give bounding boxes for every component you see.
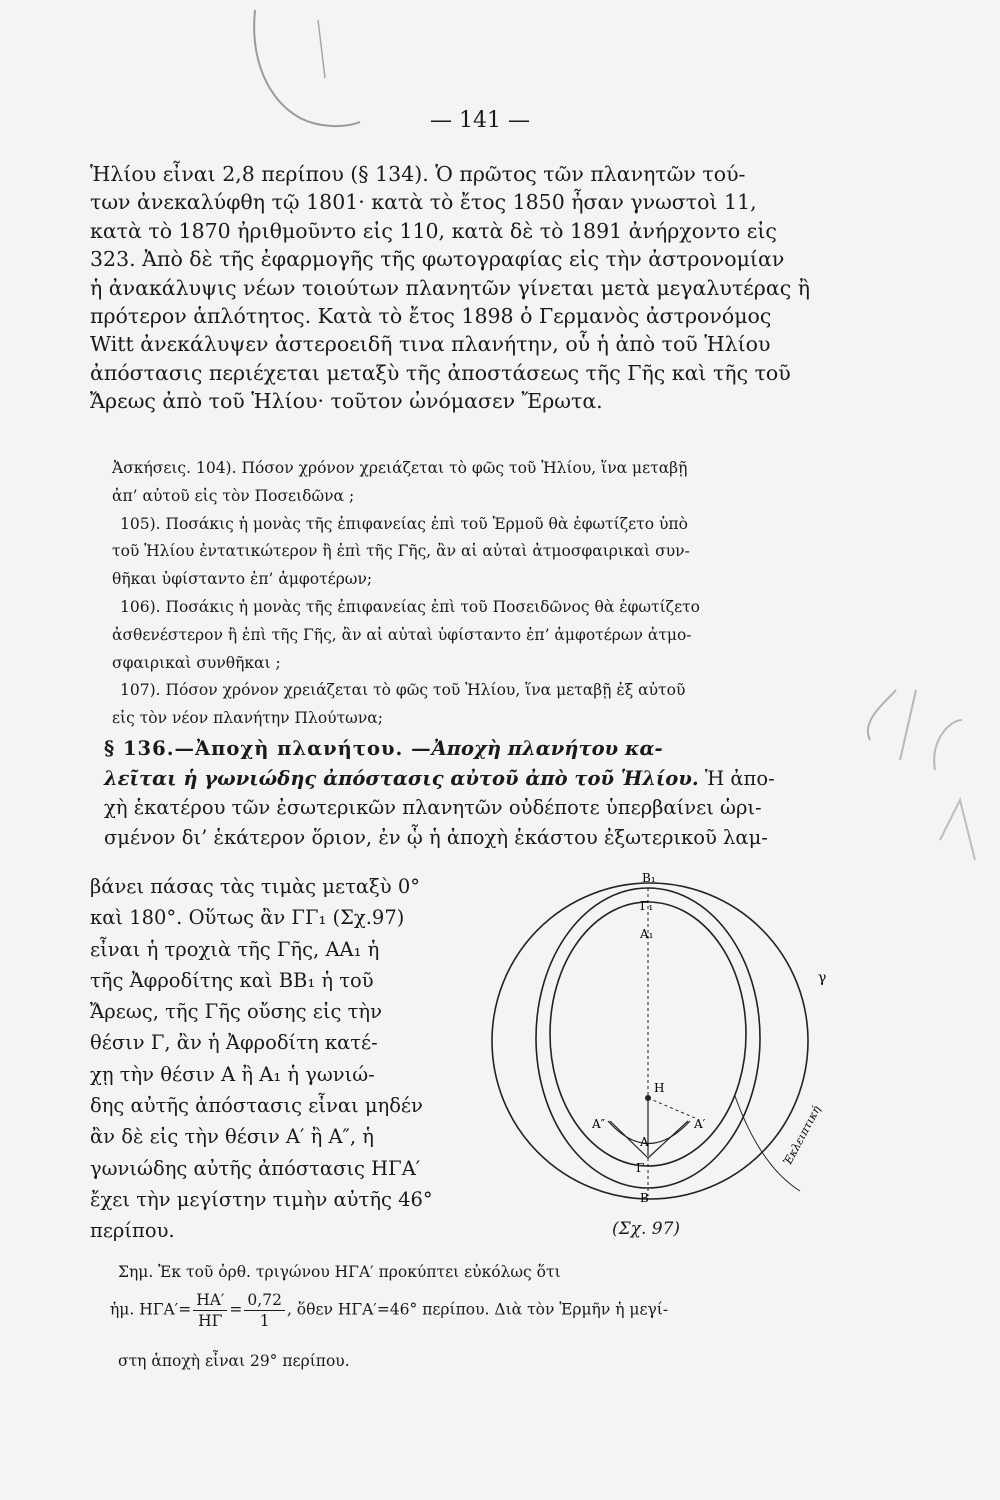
fraction-1-numerator: ΗΑ′ [193,1290,227,1311]
column-line: ἂν δὲ εἰς τὴν θέσιν Α′ ἢ Α″, ἡ [90,1125,374,1149]
column-line: δης αὐτῆς ἀπόστασις εἶναι μηδέν [90,1094,423,1118]
section-number: § 136. [104,737,175,760]
tangent-right [648,1121,688,1158]
text-line: κατὰ τὸ 1870 ἠριθμοῦντο εἰς 110, κατὰ δὲ τὸ 1891 ἀνήρχοντο εἰς [90,218,777,243]
section-title: —Ἀποχὴ πλανήτου. — [174,737,432,760]
text-line: των ἀνεκαλύφθη τῷ 1801· κατὰ τὸ ἔτος 1850 ἦσαν γνωστοὶ 11, [90,190,757,215]
note-line-3: στη ἀποχὴ εἶναι 29° περίπου. [118,1352,350,1370]
section-136 [104,734,858,852]
exercise-line: τοῦ Ἡλίου ἐντατικώτερον ἢ ἐπὶ τῆς Γῆς, ἂν αἱ αὐταὶ ἀτμοσφαιρικαὶ συν- [112,542,690,561]
formula-suffix: , ὅθεν ΗΓΑ′=46° περίπου. Διὰ τὸν Ἑρμῆν ἡ μεγί- [286,1300,669,1319]
column-line: βάνει πάσας τὰς τιμὰς μεταξὺ 0° [90,875,420,898]
formula-equals: = [229,1300,243,1319]
text-line: ἀπόστασις περιέχεται μεταξὺ τῆς ἀποστάσεως τῆς Γῆς καὶ τῆς τοῦ [90,360,791,385]
text-line: 323. Ἀπὸ δὲ τῆς ἐφαρμογῆς τῆς φωτογραφίας εἰς τὴν ἀστρονομίαν [90,247,785,272]
column-line: εἶναι ἡ τροχιὰ τῆς Γῆς, ΑΑ₁ ἡ [90,937,380,961]
exercise-line: ἀσθενέστερον ἢ ἐπὶ τῆς Γῆς, ἂν αἱ αὐταὶ ὑφίσταντο ἐπ’ ἀμφοτέρων ἀτμο- [112,625,692,644]
column-line: τῆς Ἀφροδίτης καὶ ΒΒ₁ ἡ τοῦ [90,968,374,992]
definition-part-a: Ἀποχὴ πλανήτου κα- [431,737,663,760]
exercise-line: 105). Ποσάκις ἡ μονὰς τῆς ἐπιφανείας ἐπὶ τοῦ Ἑρμοῦ θὰ ἐφωτίζετο ὑπὸ [120,514,688,533]
label-b1: Β₁ [642,871,656,885]
exercise-line: εἰς τὸν νέον πλανήτην Πλούτωνα; [112,709,383,728]
label-gamma: γ [818,970,827,986]
column-line: ἔχει τὴν μεγίστην τιμὴν αὐτῆς 46° [90,1187,433,1211]
section-tail: Ἡ ἀπο- [698,766,775,790]
label-a-prime: Α′ [694,1117,706,1131]
label-g1: Γ₁ [640,899,654,913]
column-line: γωνιώδης αὐτῆς ἀπόστασις ΗΓΑ′ [90,1156,421,1180]
exercise-line: σφαιρικαὶ συνθῆκαι ; [112,653,281,672]
column-text [90,871,480,1247]
column-line: περίπου. [90,1219,175,1243]
label-a1: Α₁ [640,927,654,941]
main-paragraph [90,160,858,416]
section-line: χὴ ἑκατέρου τῶν ἐσωτερικῶν πλανητῶν οὐδέποτε ὑπερβαίνει ὡρι- [104,796,762,819]
label-h: Η [654,1081,665,1095]
note [118,1260,858,1284]
label-ecliptic: Ἐκλειπτική [781,1103,824,1168]
text-line: πρότερον ἁπλότητος. Κατὰ τὸ ἔτος 1898 ὁ Γερμανὸς ἀστρονόμος [90,304,772,329]
orbit-figure [490,866,850,1206]
fraction-2-numerator: 0,72 [244,1290,285,1311]
exercise-line: ἀπ’ αὐτοῦ εἰς τὸν Ποσειδῶνα ; [112,486,355,505]
text-line: ἡ ἀνακάλυψις νέων τοιούτων πλανητῶν γίνεται μετὰ μεγαλυτέρας ἢ [90,275,810,300]
fraction-2-denominator: 1 [259,1312,270,1330]
label-a: Α [640,1135,649,1149]
text-line: Ἡλίου εἶναι 2,8 περίπου (§ 134). Ὁ πρῶτος τῶν πλανητῶν τού- [90,162,746,186]
text-line: Ἄρεως ἀπὸ τοῦ Ἡλίου· τοῦτον ὠνόμασεν Ἔρωτα. [90,389,603,414]
fraction-2 [244,1290,285,1331]
exercise-line: θῆκαι ὑφίσταντο ἐπ’ ἀμφοτέρων; [112,570,373,589]
column-line: καὶ 180°. Οὕτως ἂν ΓΓ₁ (Σχ.97) [90,906,405,930]
label-g: Γ [636,1161,645,1175]
note-formula [110,1290,870,1340]
section-line: σμένον δι’ ἑκάτερον ὅριον, ἐν ᾧ ἡ ἀποχὴ ἑκάστου ἐξωτερικοῦ λαμ- [104,825,768,849]
label-a-dprime: Α″ [592,1117,606,1131]
fraction-1-denominator: ΗΓ [198,1312,223,1330]
radius-line [648,1098,695,1118]
figure-caption: (Σχ. 97) [612,1219,681,1239]
exercise-line: Ἀσκήσεις. 104). Πόσον χρόνον χρειάζεται τὸ φῶς τοῦ Ἡλίου, ἵνα μεταβῇ [112,459,688,477]
exercises [112,456,858,734]
label-b: Β [640,1191,649,1205]
exercise-line: 107). Πόσον χρόνον χρειάζεται τὸ φῶς τοῦ Ἡλίου, ἵνα μεταβῇ ἐξ αὐτοῦ [120,681,686,700]
section-heading-line [104,734,858,764]
fraction-1 [193,1290,227,1331]
note-line-1: Σημ. Ἐκ τοῦ ὀρθ. τριγώνου ΗΓΑ′ προκύπτει εὐκόλως ὅτι [118,1263,561,1281]
column-line: χῃ τὴν θέσιν Α ἢ Α₁ ἡ γωνιώ- [90,1062,375,1086]
definition-part-b: λεῖται ἡ γωνιώδης ἀπόστασις αὐτοῦ ἀπὸ τοῦ Ἡλίου. [104,766,699,790]
formula-prefix: ἡμ. ΗΓΑ′= [110,1300,192,1319]
text-line: Witt ἀνεκάλυψεν ἀστεροειδῆ τινα πλανήτην, οὗ ἡ ἀπὸ τοῦ Ἡλίου [90,332,771,357]
exercise-line: 106). Ποσάκις ἡ μονὰς τῆς ἐπιφανείας ἐπὶ τοῦ Ποσειδῶνος θὰ ἐφωτίζετο [120,597,701,616]
section-definition-line [104,764,858,794]
page-number: — 141 — [430,108,530,133]
column-line: θέσιν Γ, ἂν ἡ Ἀφροδίτη κατέ- [90,1031,378,1055]
column-line: Ἄρεως, τῆς Γῆς οὔσης εἰς τὴν [90,1000,382,1024]
venus-arc [608,1121,690,1144]
